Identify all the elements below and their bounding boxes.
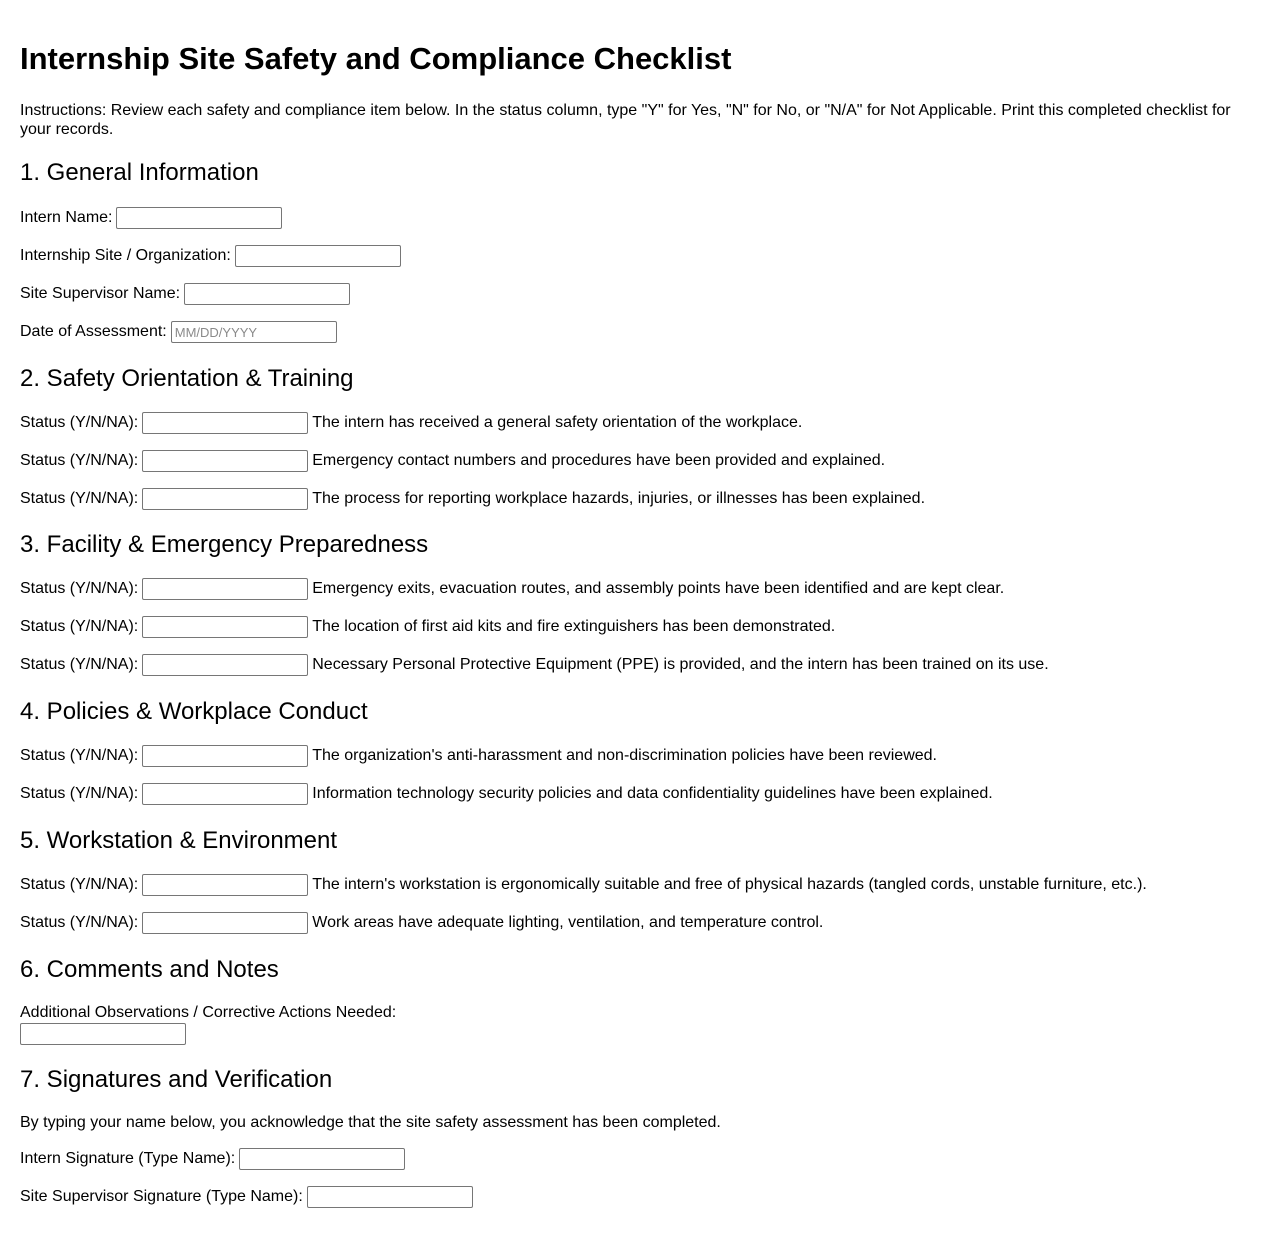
status-label: Status (Y/N/NA): — [20, 618, 139, 635]
section-heading-comments: 6. Comments and Notes — [20, 956, 279, 983]
status-label: Status (Y/N/NA): — [20, 490, 139, 507]
item-description: The intern has received a general safety orientation of the workplace. — [312, 414, 803, 431]
status-input[interactable] — [142, 745, 308, 767]
checklist-item — [20, 873, 1147, 897]
site-label: Internship Site / Organization: — [20, 247, 231, 264]
supervisor-label: Site Supervisor Name: — [20, 285, 181, 302]
supervisor-name-input[interactable] — [184, 283, 350, 305]
intern-name-label: Intern Name: — [20, 209, 113, 226]
item-description: Necessary Personal Protective Equipment (PPE) is provided, and the intern has been trained on its use. — [312, 656, 1049, 673]
intern-name-row — [20, 206, 282, 230]
section-heading-signatures: 7. Signatures and Verification — [20, 1066, 333, 1093]
section-heading-orientation: 2. Safety Orientation & Training — [20, 365, 354, 392]
observations-label: Additional Observations / Corrective Actions Needed: — [20, 1004, 397, 1021]
checklist-item — [20, 411, 802, 435]
item-description: Information technology security policies and data confidentiality guidelines have been explained. — [312, 785, 993, 802]
status-input[interactable] — [142, 412, 308, 434]
site-row — [20, 244, 401, 268]
checklist-item — [20, 487, 925, 511]
status-label: Status (Y/N/NA): — [20, 914, 139, 931]
section-heading-facility: 3. Facility & Emergency Preparedness — [20, 531, 429, 558]
status-label: Status (Y/N/NA): — [20, 414, 139, 431]
date-label: Date of Assessment: — [20, 323, 167, 340]
supervisor-signature-row — [20, 1185, 473, 1209]
item-description: Work areas have adequate lighting, ventilation, and temperature control. — [312, 914, 824, 931]
section-heading-general: 1. General Information — [20, 159, 259, 186]
section-heading-workstation: 5. Workstation & Environment — [20, 827, 338, 854]
item-description: Emergency exits, evacuation routes, and assembly points have been identified and are kept clear. — [312, 580, 1005, 597]
observations-input[interactable] — [20, 1023, 186, 1045]
status-input[interactable] — [142, 616, 308, 638]
checklist-item — [20, 615, 835, 639]
checklist-item — [20, 449, 885, 473]
item-description: The intern's workstation is ergonomically suitable and free of physical hazards (tangled cords, unstable furniture, etc.). — [312, 876, 1147, 893]
supervisor-row — [20, 282, 350, 306]
status-label: Status (Y/N/NA): — [20, 452, 139, 469]
date-row — [20, 320, 337, 344]
checklist-item — [20, 653, 1049, 677]
status-label: Status (Y/N/NA): — [20, 656, 139, 673]
instructions-text: Instructions: Review each safety and compliance item below. In the status column, type "Y" for Yes, "N" for No, or "N/A" for Not Applicable. Print this completed checklist for your records. — [20, 102, 1231, 138]
date-input[interactable] — [171, 321, 337, 343]
status-label: Status (Y/N/NA): — [20, 747, 139, 764]
status-label: Status (Y/N/NA): — [20, 580, 139, 597]
status-label: Status (Y/N/NA): — [20, 876, 139, 893]
intern-name-input[interactable] — [116, 207, 282, 229]
status-input[interactable] — [142, 578, 308, 600]
site-input[interactable] — [235, 245, 401, 267]
item-description: The organization's anti-harassment and non-discrimination policies have been reviewed. — [312, 747, 937, 764]
status-label: Status (Y/N/NA): — [20, 785, 139, 802]
status-input[interactable] — [142, 874, 308, 896]
status-input[interactable] — [142, 912, 308, 934]
observations-wrapper — [20, 1023, 186, 1045]
intern-signature-row — [20, 1147, 405, 1171]
item-description: The process for reporting workplace hazards, injuries, or illnesses has been explained. — [312, 490, 926, 507]
supervisor-signature-input[interactable] — [307, 1186, 473, 1208]
status-input[interactable] — [142, 654, 308, 676]
checklist-item — [20, 911, 823, 935]
status-input[interactable] — [142, 783, 308, 805]
status-input[interactable] — [142, 450, 308, 472]
status-input[interactable] — [142, 488, 308, 510]
intern-signature-label: Intern Signature (Type Name): — [20, 1150, 236, 1167]
acknowledgement-text: By typing your name below, you acknowledge that the site safety assessment has been completed. — [20, 1114, 721, 1131]
item-description: Emergency contact numbers and procedures have been provided and explained. — [312, 452, 886, 469]
page-title: Internship Site Safety and Compliance Checklist — [20, 41, 732, 76]
checklist-item — [20, 782, 993, 806]
checklist-item — [20, 744, 937, 768]
supervisor-signature-label: Site Supervisor Signature (Type Name): — [20, 1188, 303, 1205]
item-description: The location of first aid kits and fire extinguishers has been demonstrated. — [312, 618, 836, 635]
intern-signature-input[interactable] — [239, 1148, 405, 1170]
checklist-item — [20, 577, 1004, 601]
section-heading-policies: 4. Policies & Workplace Conduct — [20, 698, 368, 725]
